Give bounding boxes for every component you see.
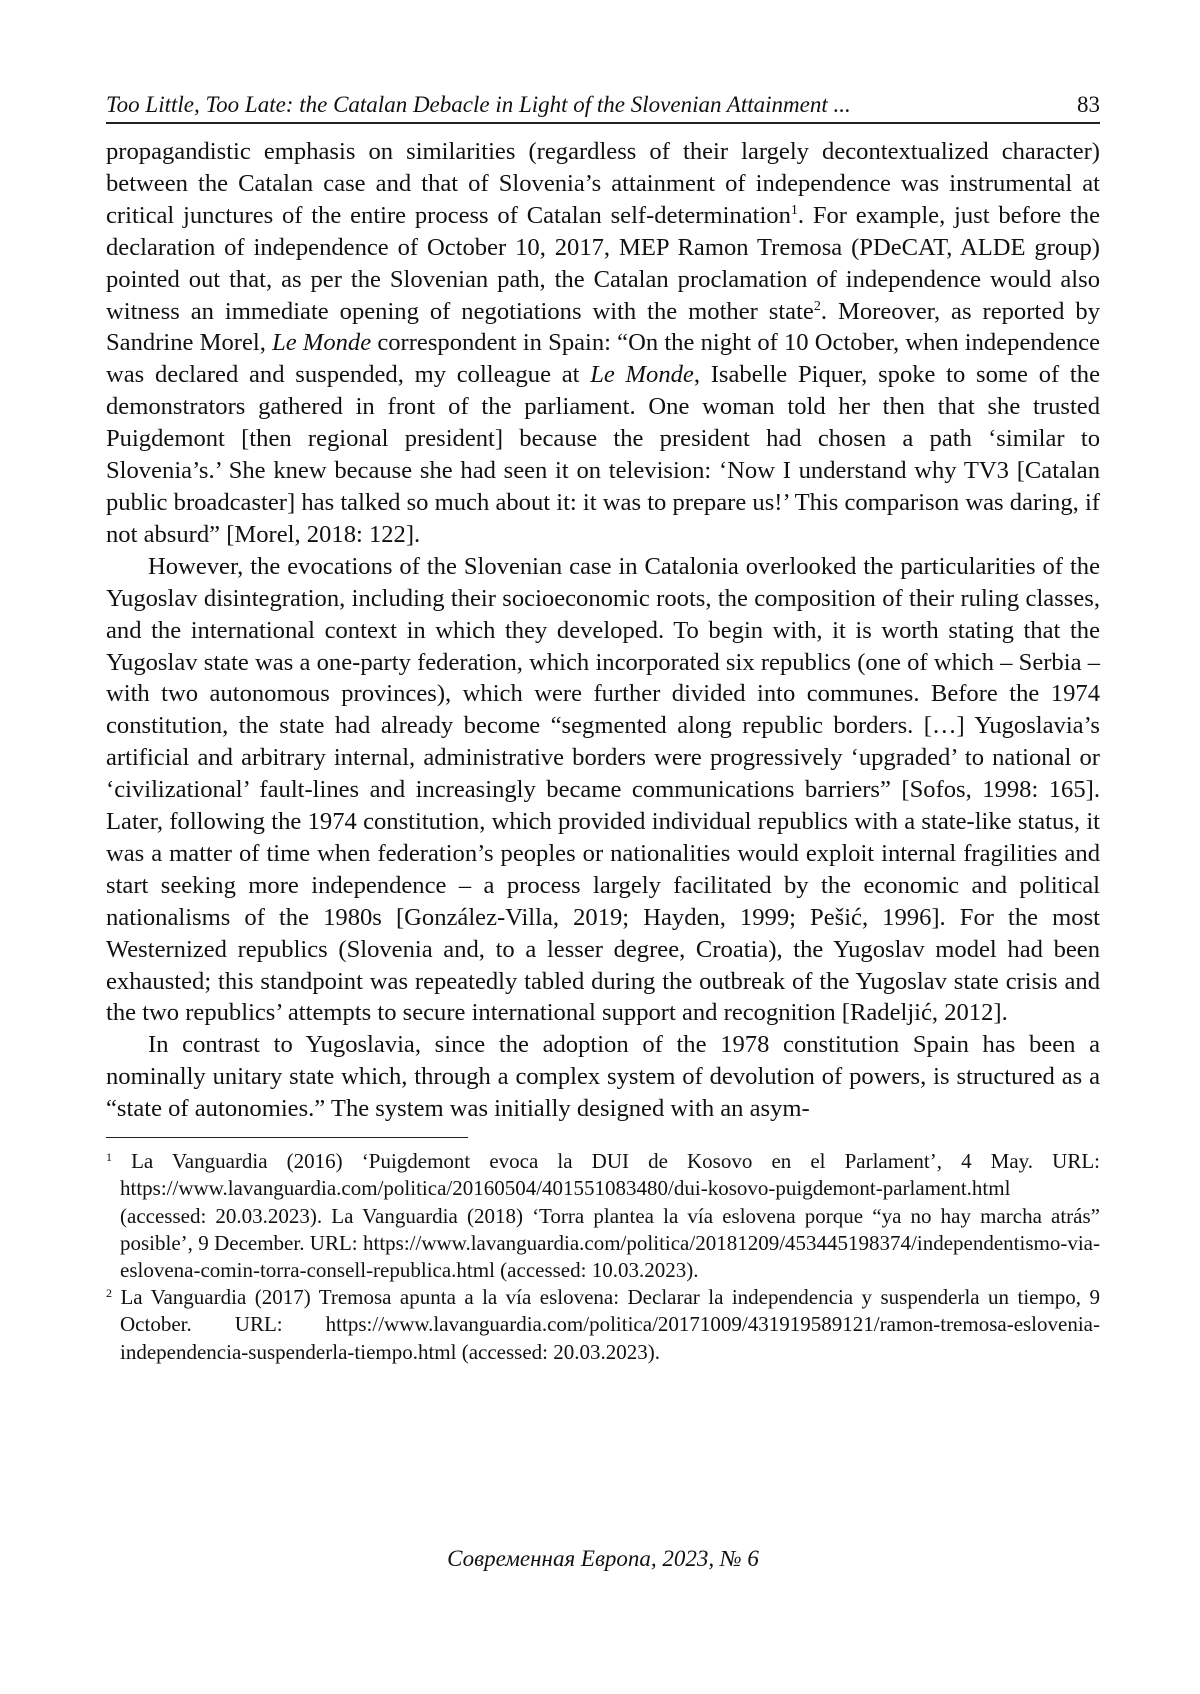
running-header xyxy=(106,92,1100,124)
footnote-2: $^2$ La Vanguardia (2017) Tremosa apunta a la vía eslovena: Declarar la independencia y suspenderla un tiempo, 9 October. URL: https://www.lavanguardia.com/politica/20171009/431919589121/ramon-tremosa-eslovenia-independencia-suspenderla-tiempo.html (accessed: 20.03.2023). xyxy=(106,1285,1100,1364)
paragraph-3: In contrast to Yugoslavia, since the adoption of the 1978 constitution Spain has been a nominally unitary state which, through a complex system of devolution of powers, is structured as a “state of autonomies.” The system was initially designed with an asym- xyxy=(106,1031,1100,1123)
footnotes xyxy=(106,1148,1100,1366)
page xyxy=(106,92,1100,1366)
journal-footer: Современная Европа, 2023, № 6 xyxy=(447,1546,759,1571)
footnote-ref-1[interactable]: 1 xyxy=(790,202,798,218)
main-text xyxy=(106,136,1100,1125)
page-number: 83 xyxy=(1077,92,1100,117)
paragraph-2: However, the evocations of the Slovenian case in Catalonia overlooked the particularities of the Yugoslav disintegration, including their socioeconomic roots, the composition of their ruling classes, and the international context in which they developed. To begin with, it is worth stating that the Yugoslav state was a one-party federation, which incorporated six republics (one of which – Serbia – with two autonomous provinces), which were further divided into communes. Before the 1974 constitution, the state had already become “segmented along republic borders. […] Yugoslavia’s artificial and arbitrary internal, administrative borders were progressively ‘upgraded’ to national or ‘civilizational’ fault-lines and increasingly became communications barriers” [Sofos, 1998: 165]. Later, following the 1974 constitution, which provided individual republics with a state-like status, it was a matter of time when federation’s peoples or nationalities would exploit internal fragilities and start seeking more independence – a process largely facilitated by the economic and political nationalisms of the 1980s [González-Villa, 2019; Hayden, 1999; Pešić, 1996]. For the most Westernized republics (Slovenia and, to a lesser degree, Croatia), the Yugoslav model had been exhausted; this standpoint was repeatedly tabled during the outbreak of the Yugoslav state crisis and the two republics’ attempts to secure international support and recognition [Radeljić, 2012]. xyxy=(106,552,1100,1027)
footnote-ref-2[interactable]: 2 xyxy=(813,298,821,314)
newspaper-title: Le Monde xyxy=(590,361,694,389)
footnote-separator xyxy=(106,1137,468,1138)
newspaper-title: Le Monde xyxy=(272,329,372,357)
running-title: Too Little, Too Late: the Catalan Debacle in Light of the Slovenian Attainment ... xyxy=(106,92,851,117)
paragraph-1: propagandistic emphasis on similarities (regardless of their largely decontextualized character) between the Catalan case and that of Slovenia’s attainment of independence was instrumental at critical junctures of the entire process of Catalan self-determination$^1$. For example, just before the declaration of independence of October 10, 2017, MEP Ramon Tremosa (PDeCAT, ALDE group) pointed out that, as per the Slovenian path, the Catalan proclamation of independence would also witness an immediate opening of negotiations with the mother state$^2$. Moreover, as reported by Sandrine Morel, Le Monde correspondent in Spain: “On the night of 10 October, when independence was declared and suspended, my colleague at Le Monde, Isabelle Piquer, spoke to some of the demonstrators gathered in front of the parliament. One woman told her then that she trusted Puigdemont [then regional president] because the president had chosen a path ‘similar to Slovenia’s.’ She knew because she had seen it on television: ‘Now I understand why TV3 [Catalan public broadcaster] has talked so much about it: it was to prepare us!’ This comparison was daring, if not absurd” [Morel, 2018: 122]. xyxy=(106,138,1100,548)
footnote-1: $^1$ La Vanguardia (2016) ‘Puigdemont evoca la DUI de Kosovo en el Parlament’, 4 May. URL: https://www.lavanguardia.com/politica/20160504/401551083480/dui-kosovo-puigdemont-parlament.html (accessed: 20.03.2023). La Vanguardia (2018) ‘Torra plantea la vía eslovena porque “ya no hay marcha atrás” posible’, 9 December. URL: https://www.lavanguardia.com/politica/20181209/453445198374/independentismo-via-eslovena-comin-torra-consell-republica.html (accessed: 10.03.2023). xyxy=(106,1149,1100,1282)
